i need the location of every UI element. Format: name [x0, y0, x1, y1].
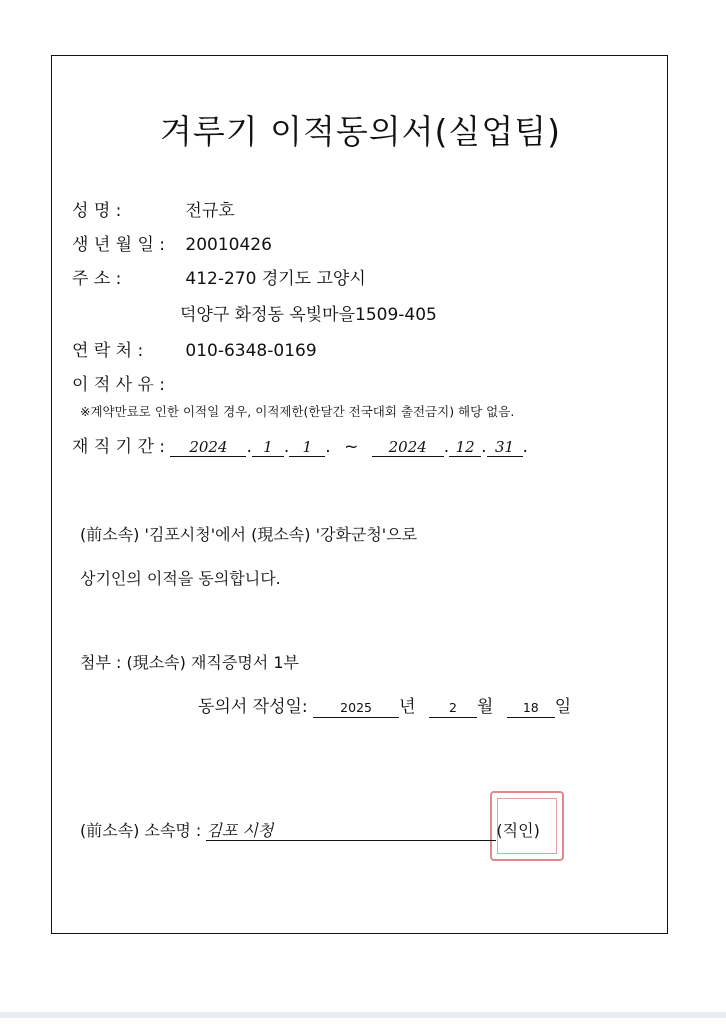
date-month-unit: 월: [476, 697, 494, 717]
consent-line1: (前소속) '김포시청'에서 (現소속) '강화군청'으로: [80, 525, 418, 544]
date-day: 18: [507, 699, 555, 718]
end-day: 31: [487, 438, 523, 457]
reason-label: 이 적 사 유 :: [72, 375, 166, 395]
document-frame: [51, 55, 668, 934]
contact-label: 연 락 처 :: [72, 341, 144, 361]
address-label: 주 소 :: [72, 269, 122, 289]
name-label: 성 명 :: [72, 201, 122, 221]
name-row: [72, 196, 235, 221]
date-month: 2: [429, 699, 477, 718]
attachment-line: 첨부 : (現소속) 재직증명서 1부: [80, 653, 299, 672]
period-tilde: ~: [344, 437, 359, 457]
page-bottom-edge: [0, 1012, 726, 1018]
date-day-unit: 일: [554, 697, 572, 717]
document-title: 겨루기 이적동의서(실업팀): [160, 112, 561, 151]
period-label: 재 직 기 간 :: [72, 437, 166, 457]
start-day: 1: [289, 438, 325, 457]
end-month: 12: [449, 438, 481, 457]
date-year: 2025: [313, 699, 399, 718]
address-line1: 412-270 경기도 고양시: [185, 269, 366, 289]
dob-row: [72, 230, 272, 255]
dob-label: 생 년 월 일 :: [72, 235, 166, 255]
contact-row: [72, 336, 317, 361]
start-month: 1: [252, 438, 284, 457]
period-row: 재 직 기 간 : 2024 . 1 . 1 . ~ 2024 . 12 . 31 .: [72, 437, 528, 457]
name-value: 전규호: [185, 201, 235, 221]
date-label: 동의서 작성일:: [198, 697, 308, 717]
transfer-note: ※계약만료로 인한 이적일 경우, 이적제한(한달간 전국대회 출전금지) 해당 없음.: [80, 404, 515, 419]
signature-label: (前소속) 소속명 :: [80, 821, 202, 840]
date-year-unit: 년: [399, 697, 416, 717]
dob-value: 20010426: [185, 235, 272, 255]
end-year: 2024: [372, 438, 444, 457]
address-line2: 덕양구 화정동 옥빛마을1509-405: [180, 305, 437, 325]
signature-handwritten: 김포 시청: [206, 822, 496, 841]
start-year: 2024: [170, 438, 246, 457]
address-row: [72, 264, 366, 289]
consent-line2: 상기인의 이적을 동의합니다.: [80, 569, 281, 588]
date-row: [198, 692, 571, 718]
contact-value: 010-6348-0169: [185, 341, 317, 361]
seal-label: (직인): [496, 821, 540, 840]
signature-row: [80, 818, 540, 841]
